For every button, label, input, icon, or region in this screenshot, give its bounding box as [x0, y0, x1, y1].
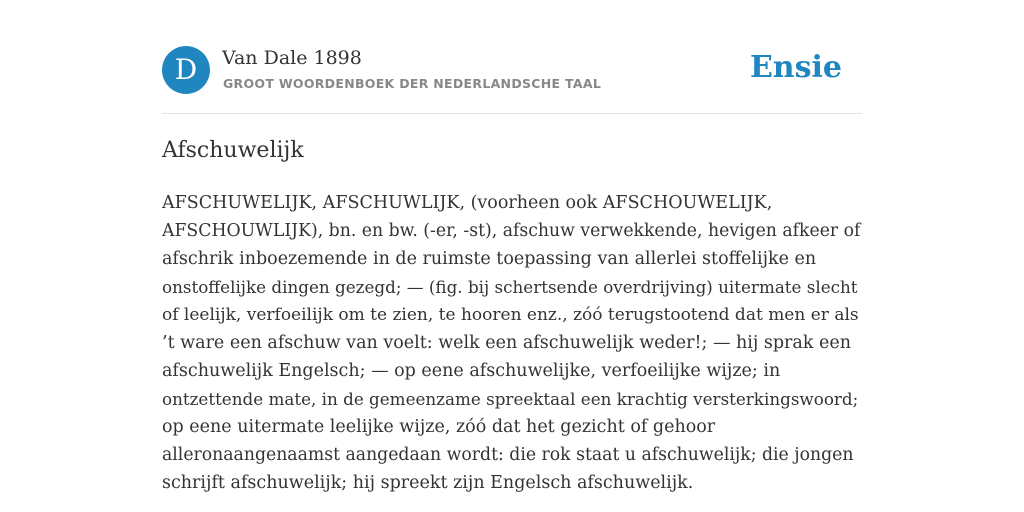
definition-line: onstoffelijke dingen gezegd; — (fig. bij schertsende overdrijving) uitermate slecht [162, 277, 858, 297]
entry-definition [162, 189, 862, 501]
entry-title: Afschuwelijk [162, 138, 304, 163]
definition-line: ontzettende mate, in de gemeenzame spreektaal een krachtig versterkingswoord; [162, 389, 859, 409]
definition-line: alleronaangenaamst aangedaan wordt: die rok staat u afschuwelijk; die jongen [162, 445, 854, 465]
definition-line: schrijft afschuwelijk; hij spreekt zijn Engelsch afschuwelijk. [162, 473, 694, 493]
definition-line: afschrik inboezemende in de ruimste toepassing van allerlei stoffelijke en [162, 249, 817, 269]
source-avatar[interactable]: D [162, 46, 210, 94]
header-divider [162, 113, 862, 114]
definition-line: of leelijk, verfoeilijk om te zien, te hooren enz., zóó terugstootend dat men er als [162, 305, 859, 325]
definition-line: AFSCHOUWLIJK), bn. en bw. (-er, -st), afschuw verwekkende, hevigen afkeer of [162, 221, 861, 241]
definition-line: op eene uitermate leelijke wijze, zóó dat het gezicht of gehoor [162, 417, 716, 437]
source-subtitle: GROOT WOORDENBOEK DER NEDERLANDSCHE TAAL [223, 76, 602, 91]
source-title[interactable]: Van Dale 1898 [222, 47, 362, 69]
definition-line: ’t ware een afschuw van voelt: welk een afschuwelijk weder!; — hij sprak een [162, 333, 852, 353]
brand-logo[interactable]: Ensie [749, 50, 842, 85]
definition-line: AFSCHUWELIJK, AFSCHUWLIJK, (voorheen ook AFSCHOUWELIJK, [162, 193, 773, 213]
page [162, 0, 862, 512]
definition-line: afschuwelijk Engelsch; — op eene afschuwelijke, verfoeilijke wijze; in [162, 361, 781, 381]
header [162, 46, 862, 96]
